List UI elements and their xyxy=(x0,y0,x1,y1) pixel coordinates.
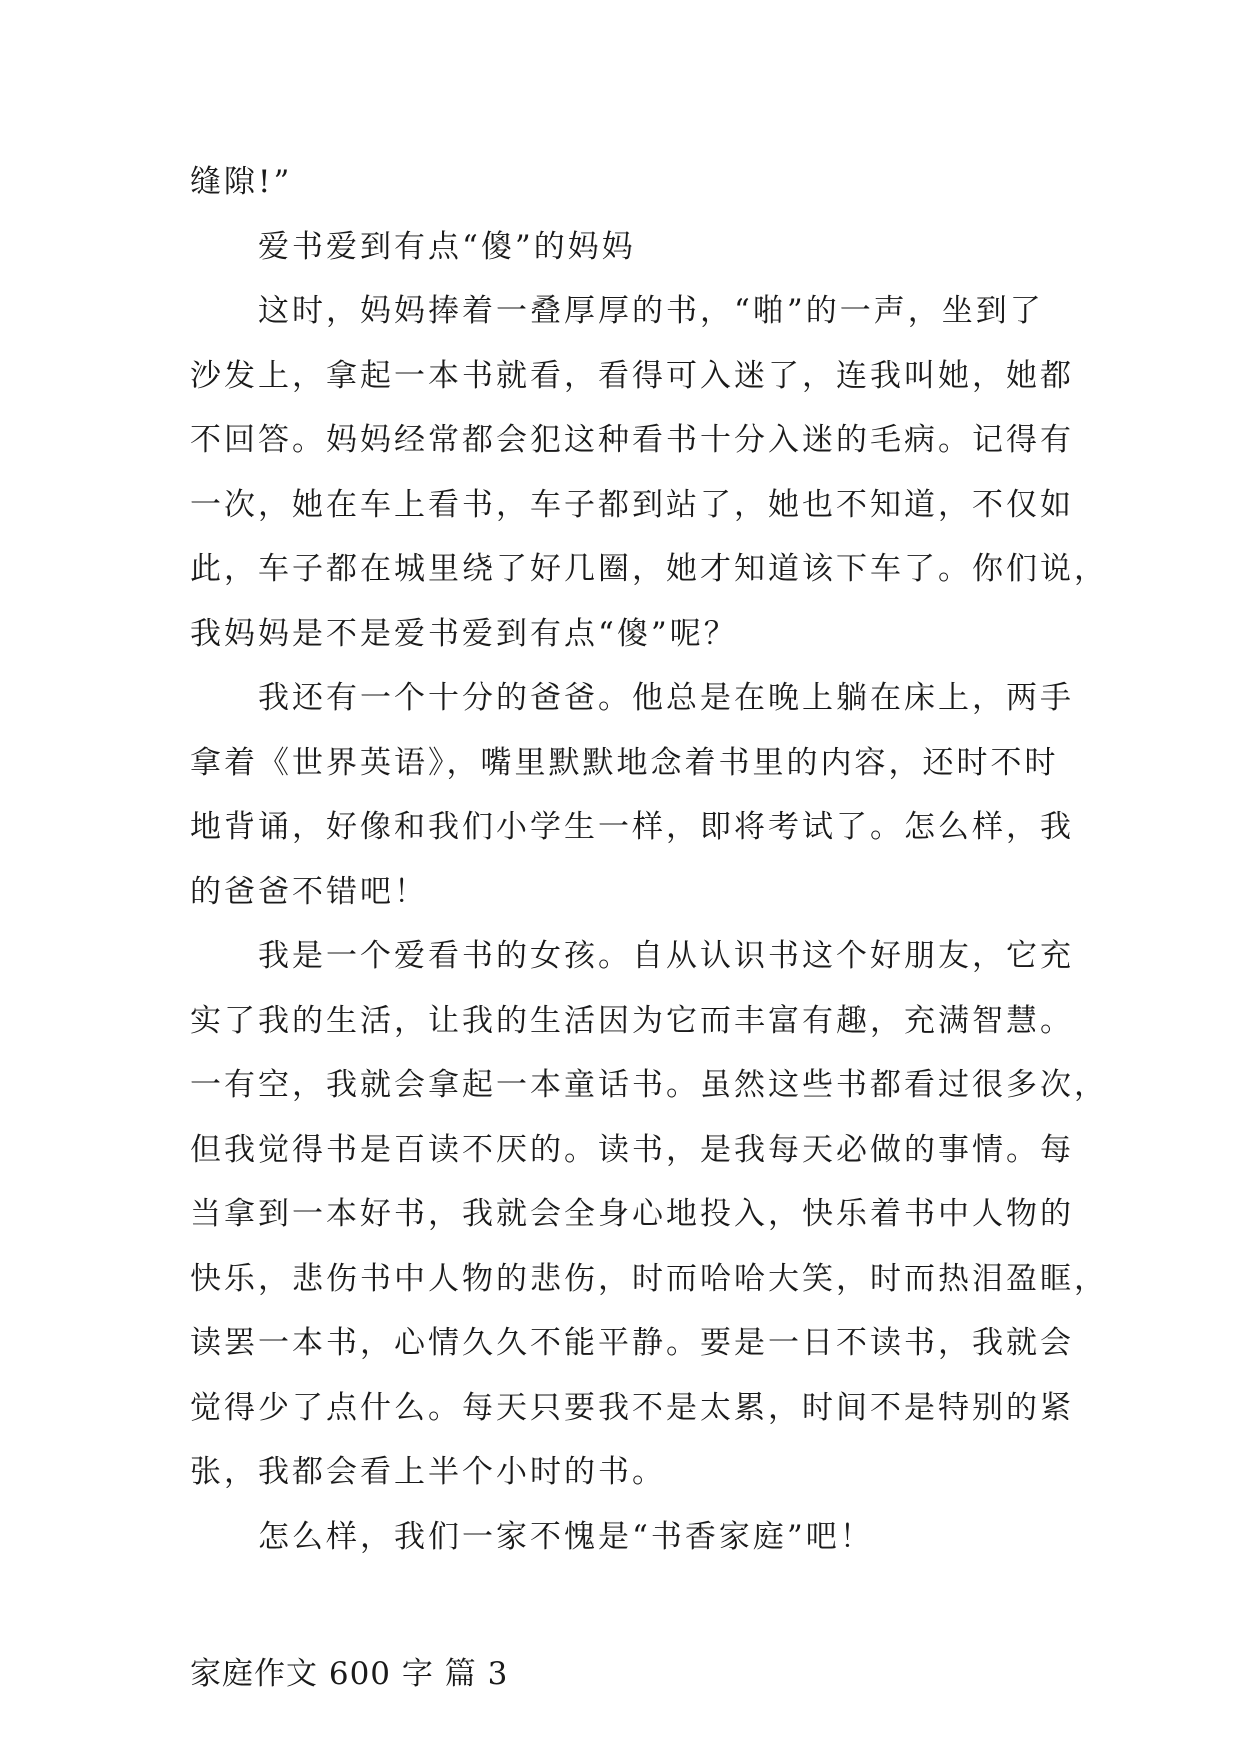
text-line: 沙发上，拿起一本书就看，看得可入迷了，连我叫她，她都 xyxy=(190,357,1074,394)
text-line: 我是一个爱看书的女孩。自从认识书这个好朋友，它充 xyxy=(258,938,1074,974)
text-line: 此，车子都在城里绕了好几圈，她才知道该下车了。你们说， xyxy=(190,551,1108,587)
text-line: 当拿到一本好书，我就会全身心地投入，快乐着书中人物的 xyxy=(190,1196,1074,1232)
text-line: 但我觉得书是百读不厌的。读书，是我每天必做的事情。每 xyxy=(190,1131,1074,1168)
text-line: 一有空，我就会拿起一本童话书。虽然这些书都看过很多次， xyxy=(190,1067,1108,1103)
text-line: 地背诵，好像和我们小学生一样，即将考试了。怎么样，我 xyxy=(190,809,1074,845)
text-line: 拿着《世界英语》，嘴里默默地念着书里的内容，还时不时 xyxy=(190,744,1059,781)
section-heading: 家庭作文 600 字 篇 3 xyxy=(190,1656,509,1692)
text-line: 的爸爸不错吧！ xyxy=(190,873,428,910)
text-line: 不回答。妈妈经常都会犯这种看书十分入迷的毛病。记得有 xyxy=(190,422,1074,458)
text-line: 怎么样，我们一家不愧是“书香家庭”吧！ xyxy=(258,1518,874,1555)
subheading-line: 爱书爱到有点“傻”的妈妈 xyxy=(258,228,636,265)
text-line: 一次，她在车上看书，车子都到站了，她也不知道，不仅如 xyxy=(190,486,1074,523)
text-line: 读罢一本书，心情久久不能平静。要是一日不读书，我就会 xyxy=(190,1325,1074,1361)
text-line: 我妈妈是不是爱书爱到有点“傻”呢？ xyxy=(190,615,738,652)
document-page xyxy=(190,150,1108,1706)
section-spacer xyxy=(190,1569,1070,1642)
text-line: 觉得少了点什么。每天只要我不是太累，时间不是特别的紧 xyxy=(190,1389,1074,1426)
text-line: 实了我的生活，让我的生活因为它而丰富有趣，充满智慧。 xyxy=(190,1002,1074,1039)
text-line: 快乐，悲伤书中人物的悲伤，时而哈哈大笑，时而热泪盈眶， xyxy=(190,1260,1108,1297)
text-line: 这时，妈妈捧着一叠厚厚的书，“啪”的一声，坐到了 xyxy=(258,293,1044,329)
text-line: 缝隙!” xyxy=(190,164,293,200)
text-line: 我还有一个十分的爸爸。他总是在晚上躺在床上，两手 xyxy=(258,680,1074,716)
text-line: 张，我都会看上半个小时的书。 xyxy=(190,1454,666,1490)
